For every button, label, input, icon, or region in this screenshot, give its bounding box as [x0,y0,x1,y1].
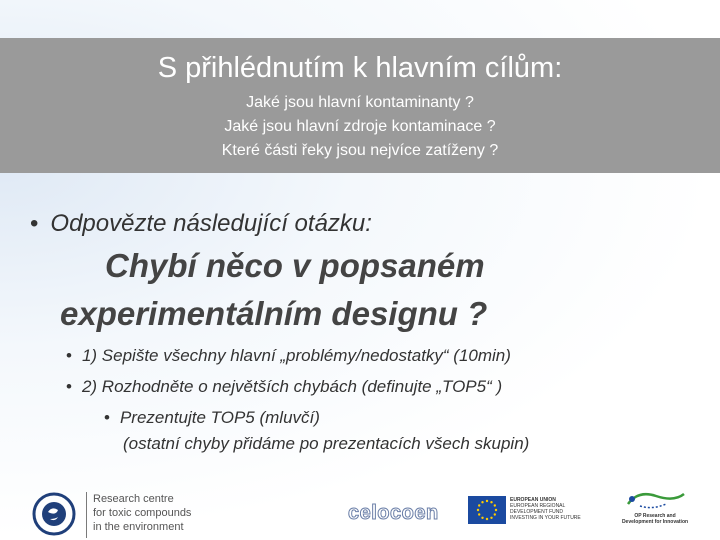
main-bullet [30,210,372,238]
big-question-line-1: Chybí něco v popsaném [105,247,485,284]
eu-text-line-2: EUROPEAN REGIONAL DEVELOPMENT FUND [510,503,566,515]
slide-title: S přihlédnutím k hlavním cílům: [157,52,563,84]
bullet-dot: • [30,210,39,237]
recetox-logo-icon [32,492,76,536]
sub-item-2 [66,377,502,397]
recetox-text [93,492,191,534]
question-3: Které části řeky jsou nejvíce zatíženy ? [221,142,499,159]
eu-text-line-1: EUROPEAN UNION [510,497,556,503]
sub-item-1 [66,346,511,366]
bullet-dot: • [66,377,72,396]
big-question [60,242,680,338]
op-text-line-1: OP Research and [634,513,676,519]
question-1: Jaké jsou hlavní kontaminanty ? [246,94,474,111]
sub-sub-item [104,408,320,428]
bullet-dot: • [104,408,110,427]
recetox-text-line-1: Research centre [93,493,174,505]
big-question-line-2: experimentálním designu ? [60,295,488,332]
sub-sub-item-continuation: (ostatní chyby přidáme po prezentacích všech skupin) [123,434,530,453]
sub-sub-item-text: Prezentujte TOP5 (mluvčí) [119,408,320,427]
recetox-text-line-3: in the environment [93,521,184,533]
main-bullet-text: Odpovězte následující otázku: [50,210,372,237]
recetox-divider [86,492,87,538]
eu-text [510,497,590,521]
recetox-text-line-2: for toxic compounds [93,507,192,519]
op-vavpi-logo-icon [620,490,690,512]
celocoen-logo: celocoen [348,502,439,524]
eu-flag-icon [468,496,506,524]
op-text [605,513,705,525]
sub-item-1-text: 1) Sepište všechny hlavní „problémy/nedostatky“ (10min) [81,346,511,365]
eu-text-line-3: INVESTING IN YOUR FUTURE [510,515,581,521]
sub-item-2-text: 2) Rozhodněte o největších chybách (definujte „TOP5“ ) [81,377,503,396]
question-2: Jaké jsou hlavní zdroje kontaminace ? [224,118,496,135]
bullet-dot: • [66,346,72,365]
op-text-line-2: Development for Innovation [621,519,689,525]
